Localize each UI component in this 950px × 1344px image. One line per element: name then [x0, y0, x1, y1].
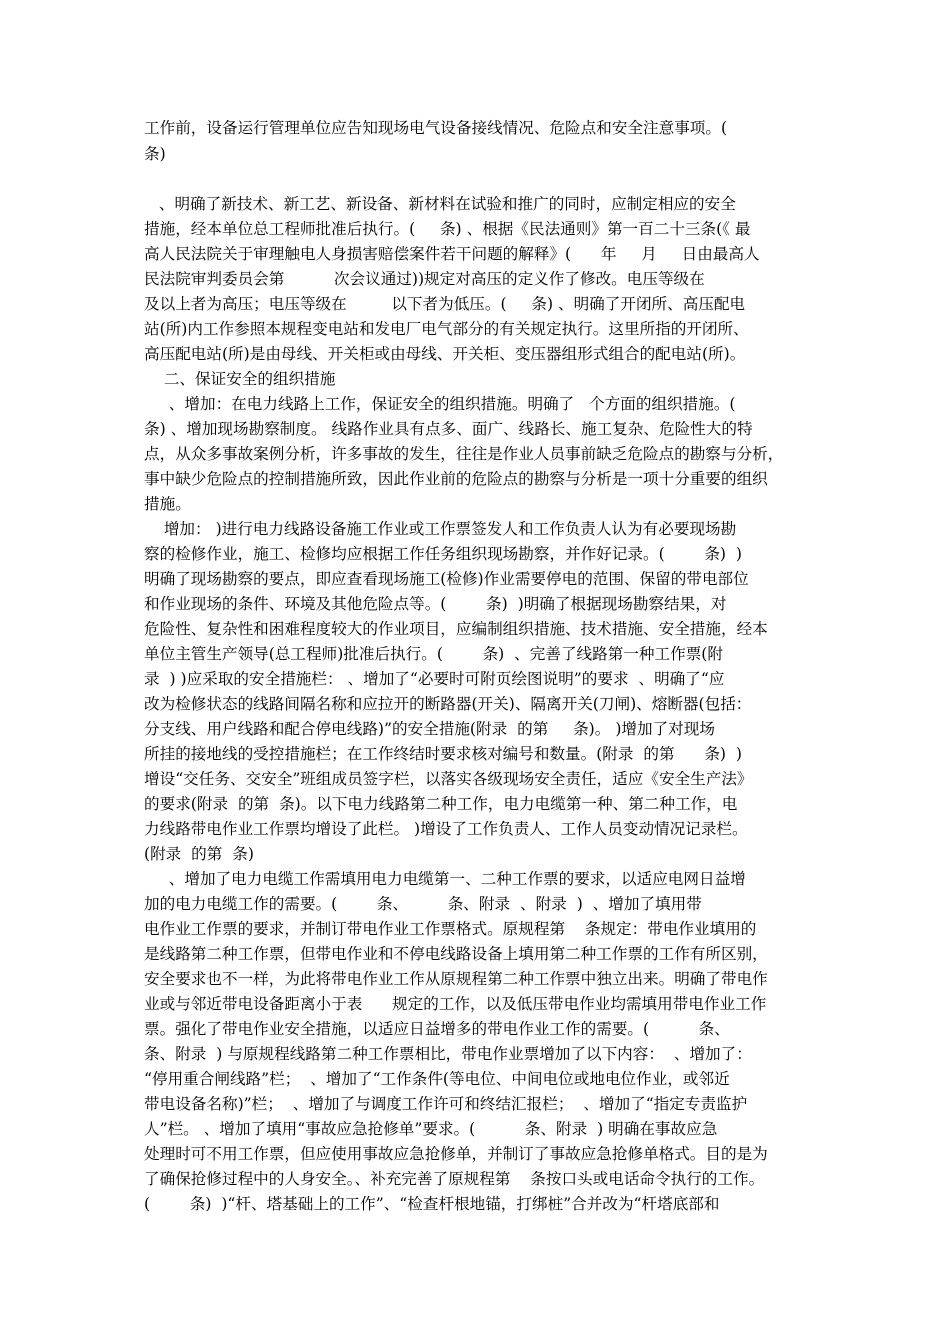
paragraph-line: 所挂的接地线的受控措施栏；在工作终结时要求核对编号和数量。(附录 的第 条) )	[144, 745, 743, 763]
paragraph-line: 事中缺少危险点的控制措施所致，因此作业前的危险点的勘察与分析是一项十分重要的组织	[144, 470, 768, 488]
paragraph-line: 、增加：在电力线路上工作，保证安全的组织措施。明确了 个方面的组织措施。(	[144, 395, 736, 413]
paragraph-line: 察的检修作业，施工、检修均应根据工作任务组织现场勘察，并作好记录。( 条) )	[144, 545, 743, 563]
paragraph-line: 及以上者为高压；电压等级在 以下者为低压。( 条) 、明确了开闭所、高压配电	[144, 295, 746, 313]
paragraph-line: 条)	[144, 145, 166, 163]
paragraph-line: 高压配电站(所)是由母线、开关柜或由母线、开关柜、变压器组形式组合的配电站(所)。	[144, 345, 746, 363]
section-heading: 二、保证安全的组织措施	[144, 370, 336, 388]
paragraph-line: 单位主管生产领导(总工程师)批准后执行。( 条) 、完善了线路第一种工作票(附	[144, 645, 723, 663]
paragraph-line: 处理时可不用工作票，但应使用事故应急抢修单，并制订了事故应急抢修单格式。目的是为	[144, 1145, 768, 1163]
paragraph-line: 明确了现场勘察的要点，即应查看现场施工(检修)作业需要停电的范围、保留的带电部位	[144, 570, 749, 588]
paragraph-line: 、增加了电力电缆工作需填用电力电缆第一、二种工作票的要求，以适应电网日益增	[144, 870, 746, 888]
paragraph-line: 安全要求也不一样，为此将带电作业工作从原规程第二种工作票中独立出来。明确了带电作	[144, 970, 768, 988]
paragraph-line: 是线路第二种工作票，但带电作业和不停电线路设备上填用第二种工作票的工作有所区别，	[144, 945, 768, 963]
paragraph-line: 票。强化了带电作业安全措施，以适应日益增多的带电作业工作的需要。( 条、	[144, 1020, 730, 1038]
paragraph-line: (附录 的第 条)	[144, 845, 254, 863]
paragraph-line: 了确保抢修过程中的人身安全。、补充完善了原规程第 条按口头或电话命令执行的工作。	[144, 1170, 765, 1188]
paragraph-line: “停用重合闸线路”栏； 、增加了“工作条件(等电位、中间电位或地电位作业，或邻近	[144, 1070, 730, 1088]
paragraph-line: 条) 、增加现场勘察制度。 线路作业具有点多、面广、线路长、施工复杂、危险性大的特	[144, 420, 753, 438]
paragraph-line: 力线路带电作业工作票均增设了此栏。 )增设了工作负责人、工作人员变动情况记录栏。	[144, 820, 748, 838]
paragraph-line: 和作业现场的条件、环境及其他危险点等。( 条) )明确了根据现场勘察结果，对	[144, 595, 727, 613]
paragraph-line: 高人民法院关于审理触电人身损害赔偿案件若干问题的解释》( 年 月 日由最高人	[144, 245, 760, 263]
paragraph-line: 业或与邻近带电设备距离小于表 规定的工作，以及低压带电作业均需填用带电作业工作	[144, 995, 767, 1013]
paragraph-line: 加的电力电缆工作的需要。( 条、 条、附录 、附录 ) 、增加了填用带	[144, 895, 702, 913]
paragraph-line: 措施，经本单位总工程师批准后执行。( 条) 、根据《民法通则》第一百二十三条(《 最	[144, 220, 751, 238]
paragraph-line: 录 ) )应采取的安全措施栏： 、增加了“必要时可附页绘图说明”的要求 、明确了“应	[144, 670, 725, 688]
paragraph-line: 带电设备名称)”栏； 、增加了与调度工作许可和终结汇报栏； 、增加了“指定专责监护	[144, 1095, 748, 1113]
paragraph-line: 电作业工作票的要求，并制订带电作业工作票格式。原规程第 条规定：带电作业填用的	[144, 920, 757, 938]
paragraph-line: ( 条) )“杆、塔基础上的工作”、“检查杆根地锚，打绑桩”合并改为“杆塔底部和	[144, 1195, 720, 1213]
paragraph-line: 条、附录 ) 与原规程线路第二种工作票相比，带电作业票增加了以下内容： 、增加了：	[144, 1045, 752, 1063]
paragraph-line: 的要求(附录 的第 条)。以下电力线路第二种工作，电力电缆第一种、第二种工作，电	[144, 795, 738, 813]
paragraph-line: 改为检修状态的线路间隔名称和应拉开的断路器(开关)、隔离开关(刀闸)、熔断器(包括：	[144, 695, 752, 713]
paragraph-line: 工作前，设备运行管理单位应告知现场电气设备接线情况、危险点和安全注意事项。(	[144, 119, 728, 137]
paragraph-line: 增设“交任务、交安全”班组成员签字栏，以落实各级现场安全责任，适应《安全生产法》	[144, 770, 753, 788]
paragraph-line: 分支线、用户线路和配合停电线路)”的安全措施(附录 的第 条)。 )增加了对现场	[144, 720, 715, 738]
paragraph-line: 措施。	[144, 495, 191, 513]
paragraph-line: 危险性、复杂性和困难程度较大的作业项目，应编制组织措施、技术措施、安全措施，经本	[144, 620, 768, 638]
paragraph-line: 站(所)内工作参照本规程变电站和发电厂电气部分的有关规定执行。这里所指的开闭所、	[144, 320, 749, 338]
paragraph-line: 民法院审判委员会第 次会议通过))规定对高压的定义作了修改。电压等级在	[144, 270, 705, 288]
paragraph-line: 增加： )进行电力线路设备施工作业或工作票签发人和工作负责人认为有必要现场勘	[144, 520, 737, 538]
paragraph-line: 点，从众多事故案例分析，许多事故的发生，往往是作业人员事前缺乏危险点的勘察与分析，	[144, 445, 784, 463]
paragraph-line: 、明确了新技术、新工艺、新设备、新材料在试验和推广的同时，应制定相应的安全	[144, 195, 736, 213]
paragraph-line: 人”栏。 、增加了填用“事故应急抢修单”要求。( 条、附录 ) 明确在事故应急	[144, 1120, 718, 1138]
